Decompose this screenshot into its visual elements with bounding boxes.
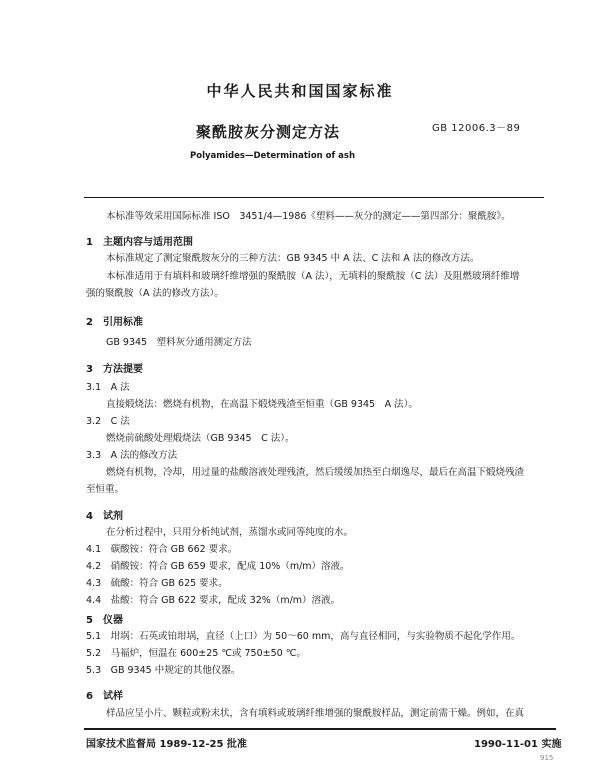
section-3-heading: 3 方法提要: [86, 364, 143, 375]
subsection-3-3-title: 3.3 A 法的修改方法: [86, 450, 178, 461]
subsection-3-1-text: 直接煅烧法：燃烧有机物，在高温下煅烧残渣至恒重（GB 9345 A 法）。: [106, 399, 418, 410]
intro-paragraph: 本标准等效采用国际标准 ISO 3451/4—1986《塑料——灰分的测定——第四部分：聚酰胺》。: [106, 211, 511, 222]
subsection-3-1-title: 3.1 A 法: [86, 382, 130, 393]
subsection-3-2-text: 燃烧前硫酸处理煅烧法（GB 9345 C 法）。: [106, 433, 295, 444]
subsection-3-2-title: 3.2 C 法: [86, 416, 130, 427]
subsection-3-3-text-line-2: 至恒重。: [86, 484, 125, 495]
implementation-line: 1990-11-01 实施: [474, 739, 562, 750]
reagent-item-4-1: 4.1 碳酸铵：符合 GB 662 要求。: [86, 544, 238, 555]
footer-rule: [84, 728, 556, 730]
document-title: 聚酰胺灰分测定方法: [196, 123, 341, 141]
section-1-heading: 1 主题内容与适用范围: [86, 237, 193, 248]
section-1-paragraph-2-line-1: 本标准适用于有填料和玻璃纤维增强的聚酰胺（A 法），无填料的聚酰胺（C 法）及阻燃玻璃纤维增: [106, 271, 520, 282]
standard-number: GB 12006.3－89: [432, 123, 521, 134]
section-6-heading: 6 试样: [86, 691, 123, 702]
english-title: Polyamides—Determination of ash: [190, 151, 356, 161]
reagent-item-4-3: 4.3 硫酸：符合 GB 625 要求。: [86, 578, 228, 589]
section-5-heading: 5 仪器: [86, 615, 123, 626]
section-2-heading: 2 引用标准: [86, 317, 143, 328]
subsection-3-3-text-line-1: 燃烧有机物，冷却，用过量的盐酸溶液处理残渣，然后缓缓加热至白烟逸尽，最后在高温下煅烧残渣: [106, 467, 525, 478]
section-6-text: 样品应呈小片、颗粒或粉末状，含有填料或玻璃纤维增强的聚酰胺样品，测定前需干燥。例如，在真: [106, 708, 525, 719]
section-4-heading: 4 试剂: [86, 511, 123, 522]
apparatus-item-5-1: 5.1 坩埚：石英或铂坩埚，直径（上口）为 50～60 mm，高与直径相同，与实验物质不起化学作用。: [86, 631, 521, 642]
reagent-item-4-4: 4.4 盐酸：符合 GB 622 要求，配成 32%（m/m）溶液。: [86, 595, 341, 606]
section-1-paragraph-2-line-2: 强的聚酰胺（A 法的修改方法）。: [86, 288, 224, 299]
country-standard-heading: 中华人民共和国国家标准: [206, 82, 394, 100]
approval-line: 国家技术监督局 1989-12-25 批准: [86, 739, 247, 750]
section-4-intro: 在分析过程中，只用分析纯试剂，蒸馏水或同等纯度的水。: [106, 527, 354, 538]
page-mark: 915: [540, 754, 554, 762]
reagent-item-4-2: 4.2 硝酸铵：符合 GB 659 要求，配成 10%（m/m）溶液。: [86, 561, 350, 572]
section-1-paragraph-1: 本标准规定了测定聚酰胺灰分的三种方法：GB 9345 中 A 法、C 法和 A 法的修改方法。: [106, 253, 480, 264]
apparatus-item-5-2: 5.2 马福炉，恒温在 600±25 ℃或 750±50 ℃。: [86, 648, 306, 659]
header-rule: [84, 197, 544, 198]
apparatus-item-5-3: 5.3 GB 9345 中规定的其他仪器。: [86, 665, 241, 676]
section-2-reference: GB 9345 塑料灰分通用测定方法: [106, 337, 252, 348]
